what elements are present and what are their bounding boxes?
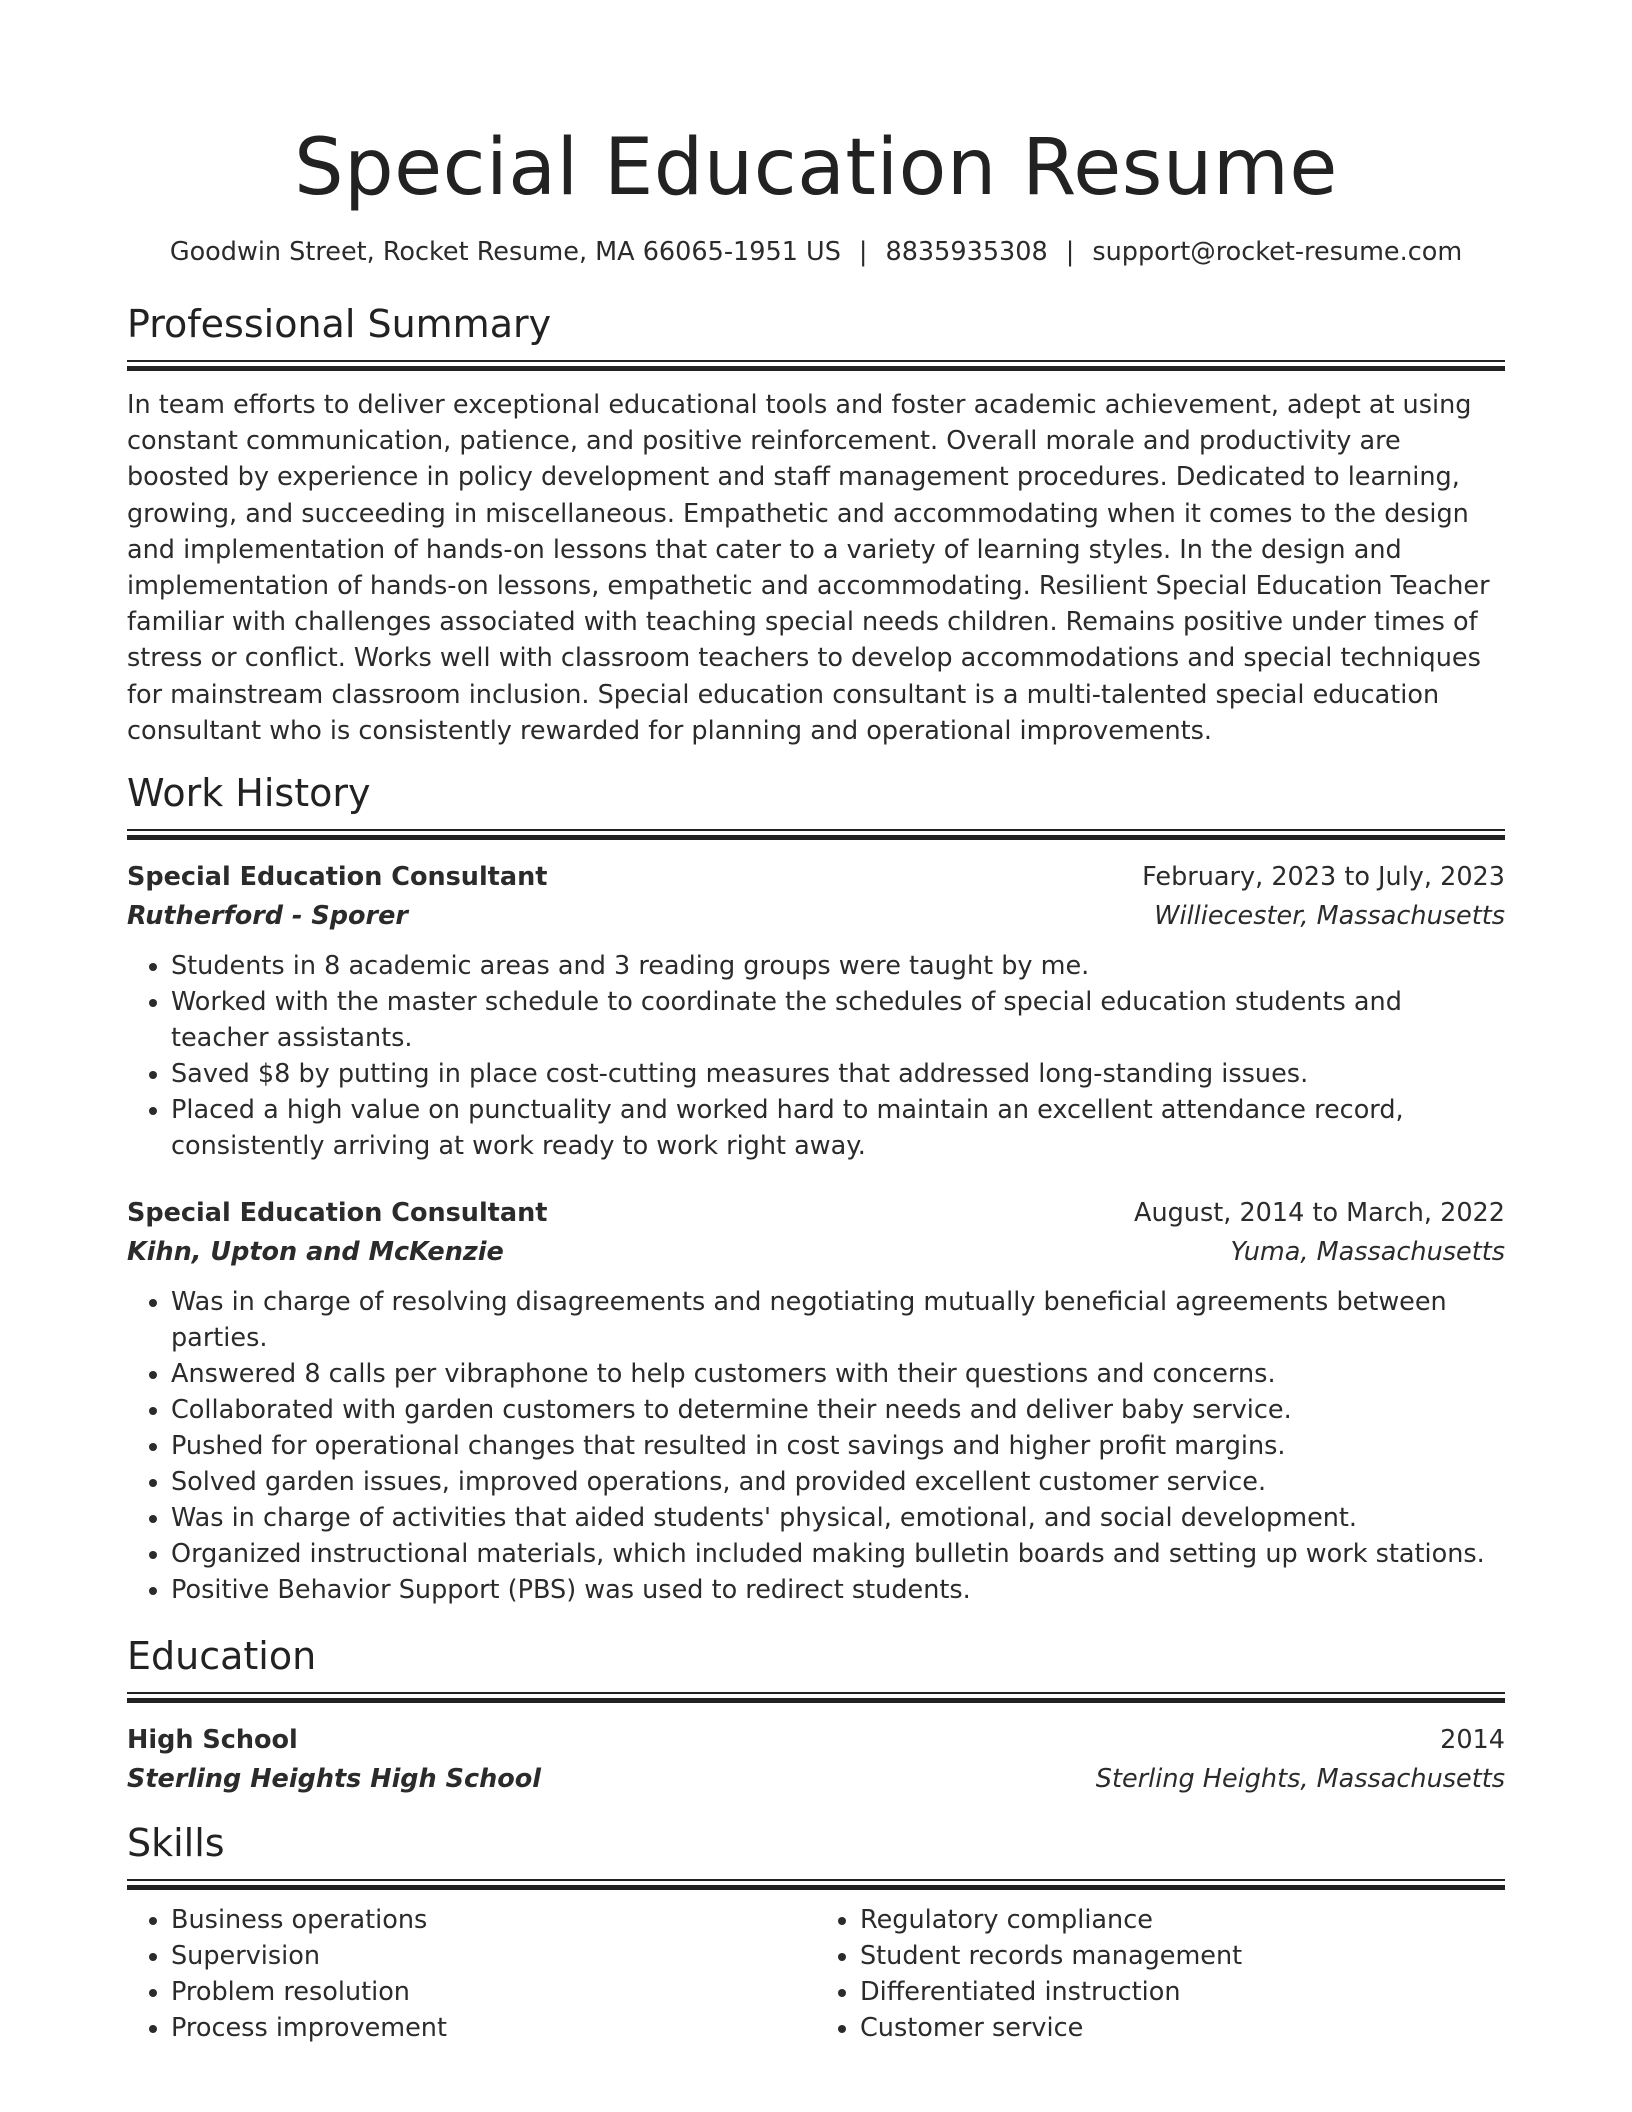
contact-separator: | (1065, 237, 1075, 267)
skill-item: • Customer service (860, 2010, 1505, 2046)
contact-phone: 8835935308 (885, 237, 1048, 267)
skills-list-right (816, 1902, 1505, 2046)
section-divider (127, 360, 1505, 371)
job-location: Yuma, Massachusetts (1230, 1237, 1505, 1268)
job-location: Williecester, Massachusetts (1154, 901, 1505, 932)
job-bullet: • Positive Behavior Support (PBS) was used to redirect students. (171, 1572, 1505, 1608)
skill-item: • Problem resolution (171, 1974, 816, 2010)
job-bullet: • Placed a high value on punctuality and worked hard to maintain an excellent attendance record, consistently arriving at work ready to work right away. (171, 1092, 1505, 1164)
skill-item: • Regulatory compliance (860, 1902, 1505, 1938)
skills-section (127, 1817, 1505, 2046)
job-bullet: • Collaborated with garden customers to determine their needs and deliver baby service. (171, 1392, 1505, 1428)
education-header-row (127, 1721, 1505, 1759)
skill-item: • Supervision (171, 1938, 816, 1974)
job-bullet: • Was in charge of resolving disagreements and negotiating mutually beneficial agreements between parties. (171, 1284, 1505, 1356)
skills-list-left (127, 1902, 816, 2046)
summary-text: In team efforts to deliver exceptional educational tools and foster academic achievement, adept at using constant communication, patience, and positive reinforcement. Overall morale and productivity are boosted by experience in policy development and staff management procedures. Dedicated to learning, growing, and succeeding in miscellaneous. Empathetic and accommodating when it comes to the design and implementation of hands-on lessons that cater to a variety of learning styles. In the design and implementation of hands-on lessons, empathetic and accommodating. Resilient Special Education Teacher familiar with challenges associated with teaching special needs children. Remains positive under times of stress or conflict. Works well with classroom teachers to develop accommodations and special techniques for mainstream classroom inclusion. Special education consultant is a multi-talented special education consultant who is consistently rewarded for planning and operational improvements. (127, 390, 1490, 746)
job-bullet: • Organized instructional materials, which included making bulletin boards and setting up work stations. (171, 1536, 1505, 1572)
section-divider (127, 1879, 1505, 1890)
education-year: 2014 (1440, 1725, 1505, 1756)
skill-item: • Process improvement (171, 2010, 816, 2046)
section-title-skills: Skills (127, 1821, 225, 1866)
contact-line (127, 234, 1505, 270)
job-title: Special Education Consultant (127, 862, 548, 893)
job-company-row (127, 1232, 1505, 1272)
job-bullet: • Was in charge of activities that aided students' physical, emotional, and social development. (171, 1500, 1505, 1536)
job-dates: August, 2014 to March, 2022 (1134, 1198, 1505, 1229)
education-section (127, 1630, 1505, 1799)
skill-item: • Business operations (171, 1902, 816, 1938)
skill-item: • Differentiated instruction (860, 1974, 1505, 2010)
education-school: Sterling Heights High School (127, 1764, 542, 1795)
work-history-section (127, 767, 1505, 1608)
education-school-row (127, 1759, 1505, 1799)
job-bullet: • Students in 8 academic areas and 3 reading groups were taught by me. (171, 948, 1505, 984)
section-title-education: Education (127, 1634, 317, 1679)
section-title-work-history: Work History (127, 771, 371, 816)
job-bullets (127, 1284, 1505, 1608)
job-bullet: • Answered 8 calls per vibraphone to help customers with their questions and concerns. (171, 1356, 1505, 1392)
contact-separator: | (858, 237, 868, 267)
job-header-row (127, 1194, 1505, 1232)
job-bullet: • Solved garden issues, improved operations, and provided excellent customer service. (171, 1464, 1505, 1500)
education-degree: High School (127, 1725, 298, 1756)
skills-columns (127, 1902, 1505, 2046)
education-location: Sterling Heights, Massachusetts (1095, 1764, 1505, 1795)
education-entry (127, 1721, 1505, 1799)
job-bullet: • Pushed for operational changes that resulted in cost savings and higher profit margins. (171, 1428, 1505, 1464)
job-title: Special Education Consultant (127, 1198, 548, 1229)
job-dates: February, 2023 to July, 2023 (1142, 862, 1505, 893)
job-company: Rutherford - Sporer (127, 901, 408, 932)
skill-item: • Student records management (860, 1938, 1505, 1974)
job-bullet: • Worked with the master schedule to coordinate the schedules of special education students and teacher assistants. (171, 984, 1505, 1056)
resume-title: Special Education Resume (294, 123, 1338, 213)
section-divider (127, 1692, 1505, 1703)
job-header-row (127, 858, 1505, 896)
job-bullet: • Saved $8 by putting in place cost-cutting measures that addressed long-standing issues. (171, 1056, 1505, 1092)
contact-address: Goodwin Street, Rocket Resume, MA 66065-1951 US (169, 237, 841, 267)
job-entry (127, 858, 1505, 1164)
job-entry (127, 1194, 1505, 1608)
section-title-summary: Professional Summary (127, 302, 552, 346)
summary-section (127, 298, 1505, 749)
job-company-row (127, 896, 1505, 936)
section-divider (127, 829, 1505, 840)
job-bullets (127, 948, 1505, 1164)
contact-email: support@rocket-resume.com (1092, 237, 1463, 267)
job-company: Kihn, Upton and McKenzie (127, 1237, 504, 1268)
